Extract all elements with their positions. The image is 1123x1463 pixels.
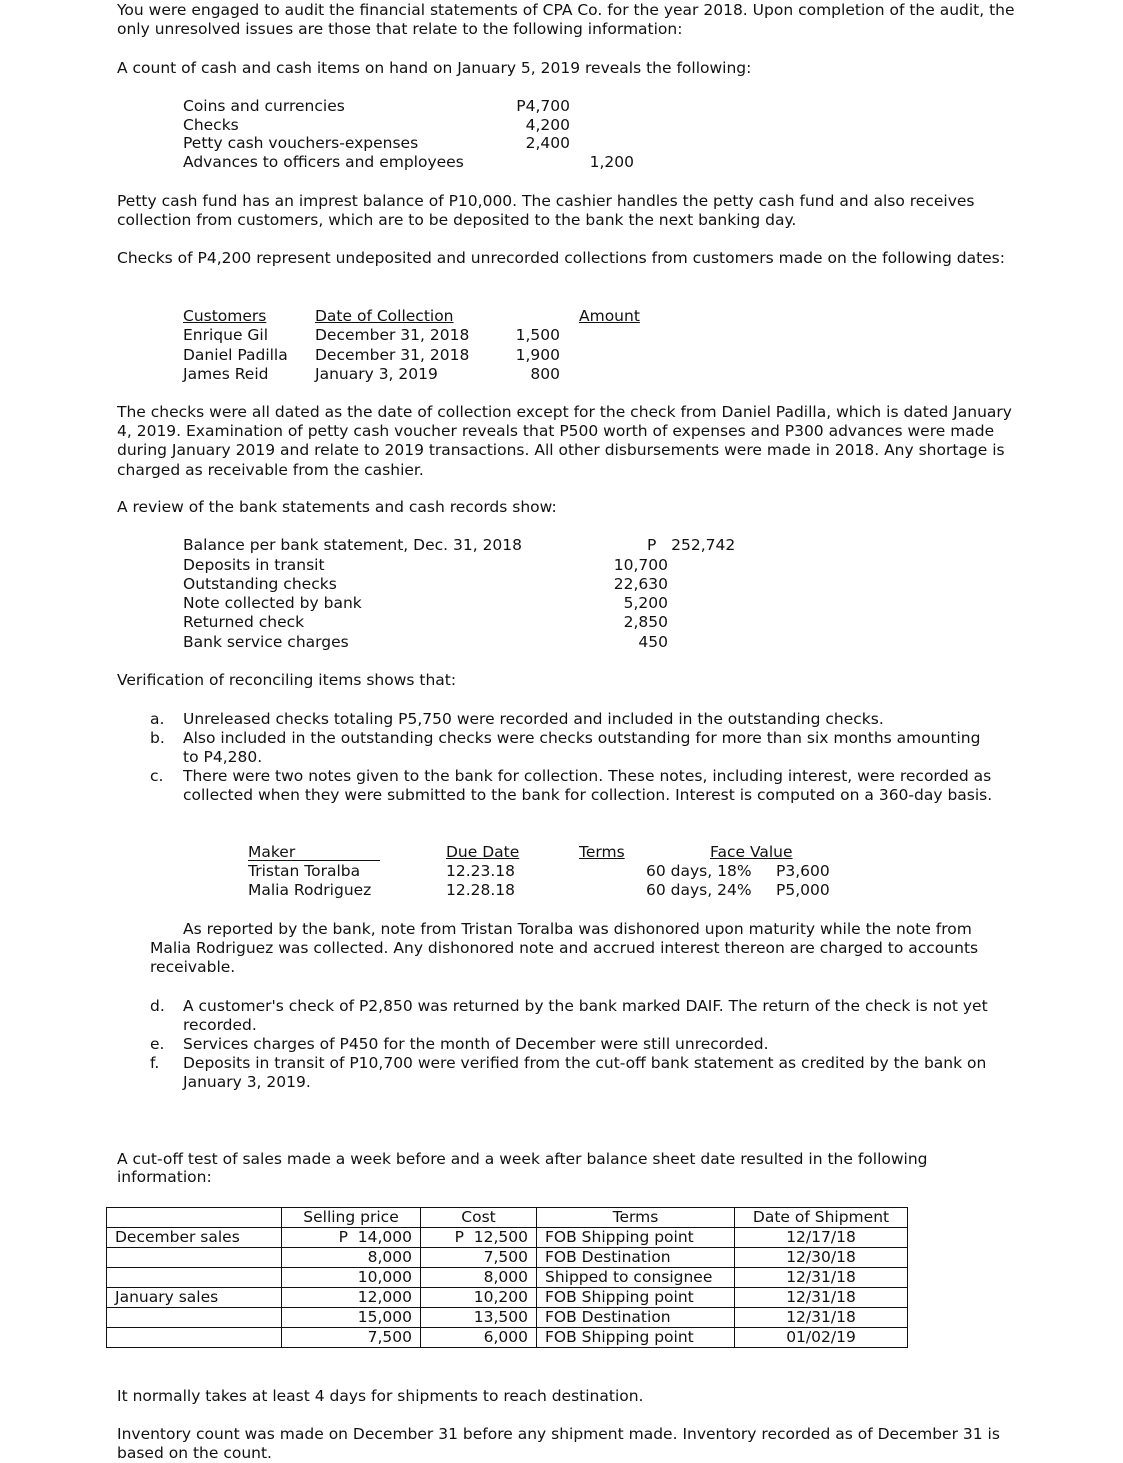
note-face: P3,600 xyxy=(776,862,830,880)
checks-paragraph: Checks of P4,200 represent undeposited and unrecorded collections from customers made on the following dates: xyxy=(117,249,1005,267)
cash-item-label: Advances to officers and employees xyxy=(183,153,464,171)
table-row xyxy=(107,1308,908,1328)
bank-item-amount: 2,850 xyxy=(623,613,668,631)
collection-date: December 31, 2018 xyxy=(315,346,470,364)
table-row xyxy=(107,1328,908,1348)
collections-header-amount: Amount xyxy=(579,307,640,325)
item-letter: f. xyxy=(150,1054,160,1072)
notes-header-maker-text: Maker xyxy=(248,844,380,861)
bank-item-amount: 5,200 xyxy=(623,594,668,612)
row-cost: P 12,500 xyxy=(421,1228,537,1248)
note-due: 12.28.18 xyxy=(446,881,516,899)
row-terms: FOB Destination xyxy=(537,1248,735,1268)
row-date: 12/31/18 xyxy=(735,1288,908,1308)
table-row xyxy=(107,1288,908,1308)
petty-cash-paragraph: Petty cash fund has an imprest balance of P10,000. The cashier handles the petty cash fund and also receives collection from customers, which are to be deposited to the bank the next banking day. xyxy=(117,192,975,230)
notes-header-face: Face Value xyxy=(710,843,793,861)
item-a-text: Unreleased checks totaling P5,750 were recorded and included in the outstanding checks. xyxy=(183,710,884,728)
row-cost: 6,000 xyxy=(421,1328,537,1348)
bank-item-amount: 22,630 xyxy=(613,575,668,593)
row-group: January sales xyxy=(107,1288,282,1308)
table-row xyxy=(107,1228,908,1248)
row-selling: 15,000 xyxy=(282,1308,421,1328)
count-line: A count of cash and cash items on hand on January 5, 2019 reveals the following: xyxy=(117,59,752,77)
intro-paragraph: You were engaged to audit the financial statements of CPA Co. for the year 2018. Upon completion of the audit, the only unresolved issues are those that relate to the following information: xyxy=(117,1,1015,39)
notes-header-due: Due Date xyxy=(446,843,520,861)
item-letter: e. xyxy=(150,1035,165,1053)
collection-date: January 3, 2019 xyxy=(315,365,438,383)
collection-amount: 800 xyxy=(530,365,560,383)
row-terms: Shipped to consignee xyxy=(537,1268,735,1288)
bank-item-label: Deposits in transit xyxy=(183,556,325,574)
sales-cutoff-table xyxy=(106,1207,908,1348)
row-selling: 12,000 xyxy=(282,1288,421,1308)
bank-item-label: Bank service charges xyxy=(183,633,349,651)
row-selling: 10,000 xyxy=(282,1268,421,1288)
notes-header-maker xyxy=(248,843,380,862)
header-date-of-shipment: Date of Shipment xyxy=(735,1208,908,1228)
table-header-row xyxy=(107,1208,908,1228)
row-date: 12/30/18 xyxy=(735,1248,908,1268)
row-selling: 8,000 xyxy=(282,1248,421,1268)
bank-item-amount: P 252,742 xyxy=(647,536,736,554)
notes-header-terms: Terms xyxy=(579,843,625,861)
bank-item-label: Balance per bank statement, Dec. 31, 2018 xyxy=(183,536,523,554)
row-cost: 10,200 xyxy=(421,1288,537,1308)
item-letter: b. xyxy=(150,729,165,747)
row-group xyxy=(107,1248,282,1268)
item-b-text: Also included in the outstanding checks were checks outstanding for more than six months amounting to P4,280. xyxy=(183,729,981,767)
collection-date: December 31, 2018 xyxy=(315,326,470,344)
verification-line: Verification of reconciling items shows that: xyxy=(117,671,457,689)
cash-item-label: Checks xyxy=(183,116,239,134)
dishonored-paragraph: As reported by the bank, note from Tristan Toralba was dishonored upon maturity while the note from Malia Rodriguez was collected. Any dishonored note and accrued interest thereon are charged to accounts receivable. xyxy=(150,920,979,977)
header-blank-cell xyxy=(107,1208,282,1228)
bank-item-amount: 450 xyxy=(638,633,668,651)
collection-customer: James Reid xyxy=(183,365,269,383)
row-selling: P 14,000 xyxy=(282,1228,421,1248)
collection-customer: Daniel Padilla xyxy=(183,346,288,364)
item-c-text: There were two notes given to the bank for collection. These notes, including interest, were recorded as collected when they were submitted to the bank for collection. Interest is computed on a 360-day basis. xyxy=(183,767,993,805)
header-selling-price: Selling price xyxy=(282,1208,421,1228)
note-face: P5,000 xyxy=(776,881,830,899)
row-date: 12/31/18 xyxy=(735,1308,908,1328)
cash-item-label: Coins and currencies xyxy=(183,97,345,115)
inventory-paragraph: Inventory count was made on December 31 before any shipment made. Inventory recorded as of December 31 is based on the count. xyxy=(117,1425,1000,1463)
header-cost: Cost xyxy=(421,1208,537,1228)
note-terms: 60 days, 18% xyxy=(646,862,752,880)
note-due: 12.23.18 xyxy=(446,862,516,880)
bank-review-line: A review of the bank statements and cash records show: xyxy=(117,498,557,516)
bank-item-label: Returned check xyxy=(183,613,305,631)
row-group xyxy=(107,1328,282,1348)
item-f-text: Deposits in transit of P10,700 were verified from the cut-off bank statement as credited by the bank on January 3, 2019. xyxy=(183,1054,987,1092)
collection-amount: 1,900 xyxy=(515,346,560,364)
row-cost: 7,500 xyxy=(421,1248,537,1268)
cutoff-paragraph: A cut-off test of sales made a week before and a week after balance sheet date resulted in the following information: xyxy=(117,1150,928,1186)
table-row xyxy=(107,1248,908,1268)
row-terms: FOB Shipping point xyxy=(537,1328,735,1348)
collection-amount: 1,500 xyxy=(515,326,560,344)
item-e-text: Services charges of P450 for the month of December were still unrecorded. xyxy=(183,1035,769,1053)
row-date: 12/17/18 xyxy=(735,1228,908,1248)
row-group: December sales xyxy=(107,1228,282,1248)
row-group xyxy=(107,1308,282,1328)
row-date: 01/02/19 xyxy=(735,1328,908,1348)
cash-item-label: Petty cash vouchers-expenses xyxy=(183,134,419,152)
collections-header-customer: Customers xyxy=(183,307,267,325)
row-date: 12/31/18 xyxy=(735,1268,908,1288)
bank-item-label: Outstanding checks xyxy=(183,575,337,593)
note-maker: Malia Rodriguez xyxy=(248,881,372,899)
cash-item-amount: P4,700 xyxy=(516,97,570,115)
header-terms: Terms xyxy=(537,1208,735,1228)
item-d-text: A customer's check of P2,850 was returned by the bank marked DAIF. The return of the check is not yet recorded. xyxy=(183,997,988,1035)
collection-customer: Enrique Gil xyxy=(183,326,269,344)
cash-item-amount: 1,200 xyxy=(589,153,634,171)
row-terms: FOB Shipping point xyxy=(537,1228,735,1248)
row-terms: FOB Shipping point xyxy=(537,1288,735,1308)
item-letter: a. xyxy=(150,710,165,728)
bank-item-amount: 10,700 xyxy=(613,556,668,574)
bank-item-label: Note collected by bank xyxy=(183,594,362,612)
note-maker: Tristan Toralba xyxy=(248,862,361,880)
cash-item-amount: 4,200 xyxy=(525,116,570,134)
shipment-line: It normally takes at least 4 days for shipments to reach destination. xyxy=(117,1387,644,1405)
item-letter: d. xyxy=(150,997,165,1015)
cash-item-amount: 2,400 xyxy=(525,134,570,152)
row-selling: 7,500 xyxy=(282,1328,421,1348)
row-terms: FOB Destination xyxy=(537,1308,735,1328)
checks-dated-paragraph: The checks were all dated as the date of collection except for the check from Daniel Padilla, which is dated January 4, 2019. Examination of petty cash voucher reveals that P500 worth of expenses and P300 advances were made during January 2019 and relate to 2019 transactions. All other disbursements were made in 2018. Any shortage is charged as receivable from the cashier. xyxy=(117,403,1012,479)
note-terms: 60 days, 24% xyxy=(646,881,752,899)
row-cost: 8,000 xyxy=(421,1268,537,1288)
collections-header-date: Date of Collection xyxy=(315,307,454,325)
row-group xyxy=(107,1268,282,1288)
row-cost: 13,500 xyxy=(421,1308,537,1328)
table-row xyxy=(107,1268,908,1288)
item-letter: c. xyxy=(150,767,164,785)
